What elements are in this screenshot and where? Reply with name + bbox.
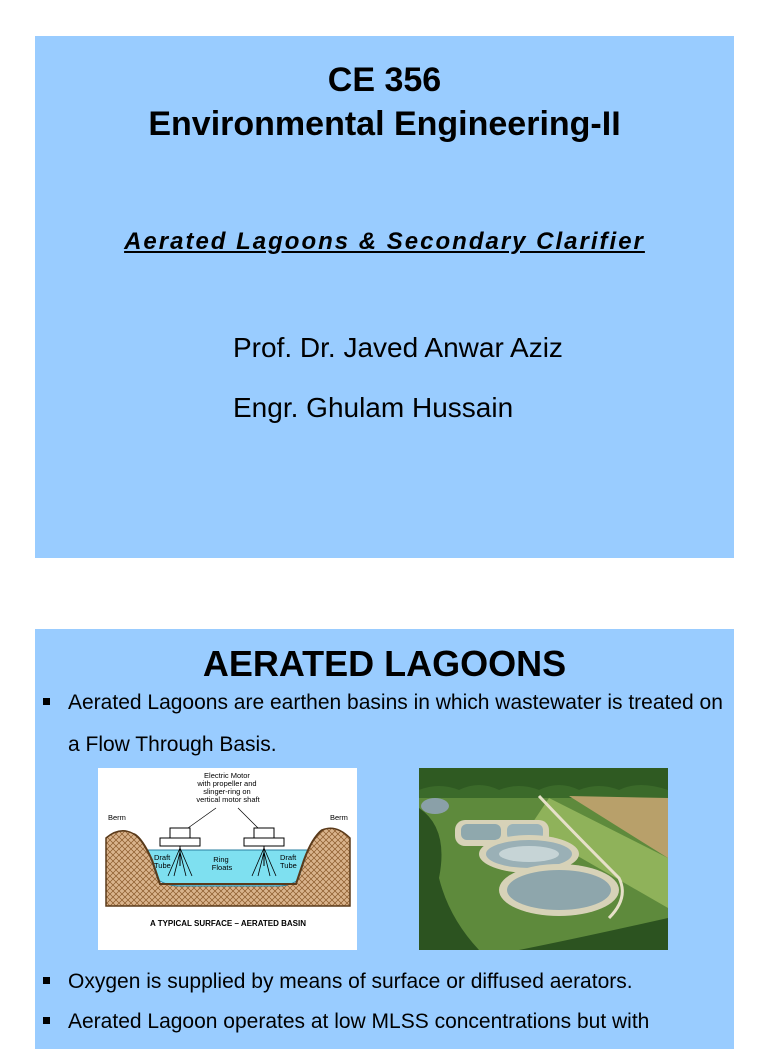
bullet-square-icon [43, 1017, 50, 1024]
ring-floats-line-1: Ring [213, 855, 229, 864]
berm-left-label: Berm [108, 813, 126, 822]
slide-title: AERATED LAGOONS [202, 643, 567, 684]
svg-text:Draft Tube [154, 853, 172, 870]
aerated-basin-diagram [98, 768, 357, 950]
diagram-caption: A TYPICAL SURFACE – AERATED BASIN [149, 919, 307, 928]
motor-label-line-1: Electric Motor [204, 771, 250, 780]
bullet-square-icon [43, 977, 50, 984]
content-slide [35, 629, 734, 1049]
bullet-text: Aerated Lagoons are earthen basins in which wastewater is treated on a Flow Through Basis. [68, 691, 723, 756]
aerial-lagoon-photo [419, 768, 668, 950]
motor-label-line-3: slinger-ring on [203, 787, 251, 796]
author-1: Prof. Dr. Javed Anwar Aziz [233, 332, 563, 363]
bullet-item [43, 1001, 723, 1043]
author-2: Engr. Ghulam Hussain [233, 392, 514, 423]
draft-tube-right-line-2: Tube [280, 861, 297, 870]
draft-tube-left-line-1: Draft [154, 853, 171, 862]
motor-label-line-2: with propeller and [197, 779, 257, 788]
bullet-item [43, 961, 723, 1003]
bullet-text: Oxygen is supplied by means of surface or diffused aerators. [68, 970, 633, 993]
lecture-subtitle: Aerated Lagoons & Secondary Clarifier [124, 228, 645, 255]
bullet-text: Aerated Lagoon operates at low MLSS concentrations but with [68, 1010, 650, 1033]
draft-tube-left-line-2: Tube [154, 861, 171, 870]
svg-text:Ring Floats [212, 855, 233, 872]
bullet-square-icon [43, 698, 50, 705]
bullet-item [43, 682, 723, 766]
course-code: CE 356 [327, 61, 442, 99]
svg-text:Draft Tube [280, 853, 298, 870]
course-title: Environmental Engineering-II [148, 105, 621, 143]
title-slide [35, 36, 734, 558]
svg-text:Electric Motor with pr [196, 771, 260, 804]
draft-tube-right-line-1: Draft [280, 853, 297, 862]
motor-label-line-4: vertical motor shaft [196, 795, 260, 804]
ring-floats-line-2: Floats [211, 863, 233, 872]
berm-right-label: Berm [330, 813, 348, 822]
course-heading [35, 58, 734, 146]
